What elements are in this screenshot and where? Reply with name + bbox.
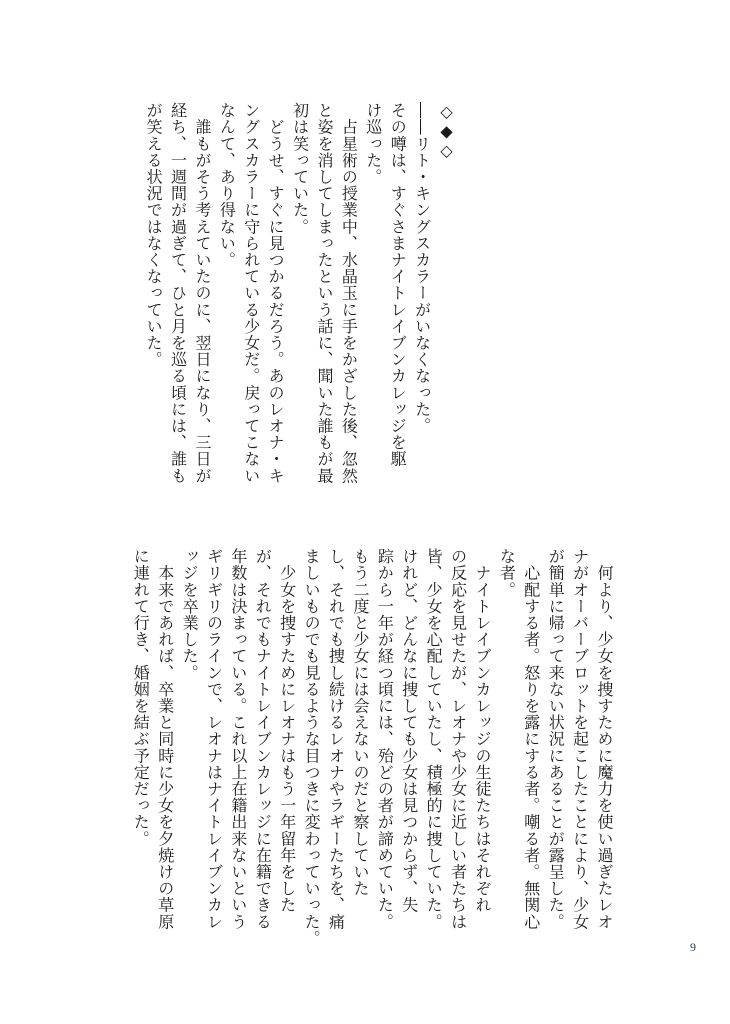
text-line: ギリギリのラインで、レオナはナイトレイブンカレ	[204, 548, 224, 930]
text-line: 踪から一年が経つ頃には、殆どの者が諦めていた。	[375, 548, 395, 930]
text-line: 占星術の授業中、水晶玉に手をかざした後、忽然	[339, 102, 359, 484]
text-line: どうせ、すぐに見つかるだろう。あのレオナ・キ	[266, 102, 286, 484]
text-line: 少女を捜すためにレオナはもう一年留年をした	[277, 548, 297, 914]
text-line: その噂は、すぐさまナイトレイブンカレッジを駆	[388, 102, 408, 468]
text-line: なんて、あり得ない。	[217, 102, 237, 268]
text-line: ナがオーバーブロットを起こしたことにより、少女	[570, 548, 590, 930]
lower-text-block	[128, 548, 616, 948]
upper-text-block	[141, 102, 458, 502]
text-line: 本来であれば、卒業と同時に少女を夕焼けの草原	[155, 548, 175, 930]
section-divider: ◇◆◇	[437, 102, 456, 161]
text-line: ッジを卒業した。	[180, 548, 200, 681]
text-line: ――リト・キングスカラーがいなくなった。	[412, 102, 432, 434]
text-line: の反応を見せたが、レオナや少女に近しい者たちは	[448, 548, 468, 930]
text-line: が笑える状況ではなくなっていた。	[144, 102, 164, 368]
text-line: もう二度と少女には会えないのだと察していた	[350, 548, 370, 897]
text-line: ングスカラーに守られている少女だ。戻ってこない	[241, 102, 261, 484]
text-line: 年数は決まっている。これ以上在籍出来ないという	[228, 548, 248, 930]
text-line: に連れて行き、婚姻を結ぶ予定だった。	[131, 548, 151, 847]
text-line: 誰もがそう考えていたのに、翌日になり、三日が	[192, 102, 212, 484]
text-line: ましいものでも見るような目つきに変わっていった。	[302, 548, 322, 947]
text-line: けれど、どんなに捜しても少女は見つからず、失	[399, 548, 419, 914]
text-line: が簡単に帰って来ない状況にあることが露呈した。	[546, 548, 566, 930]
text-line: 初は笑っていた。	[290, 102, 310, 235]
text-line: 心配する者。怒りを露にする者。嘲る者。無関心	[521, 548, 541, 930]
text-line: 皆、少女を心配していたし、積極的に捜していた。	[424, 548, 444, 930]
text-line: と姿を消してしまったという話に、聞いた誰もが最	[314, 102, 334, 484]
text-line: 経ち、一週間が過ぎて、ひと月を巡る頃には、誰も	[168, 102, 188, 484]
page-number: 9	[690, 940, 696, 954]
text-line: 何より、少女を捜すために魔力を使い過ぎたレオ	[595, 548, 614, 930]
text-line: な者。	[497, 548, 517, 598]
text-line: け巡った。	[363, 102, 383, 185]
text-line: ナイトレイブンカレッジの生徒たちはそれぞれ	[472, 548, 492, 914]
text-line: し、それでも捜し続けるレオナやラギーたちを、痛	[326, 548, 346, 930]
text-line: が、それでもナイトレイブンカレッジに在籍できる	[253, 548, 273, 930]
